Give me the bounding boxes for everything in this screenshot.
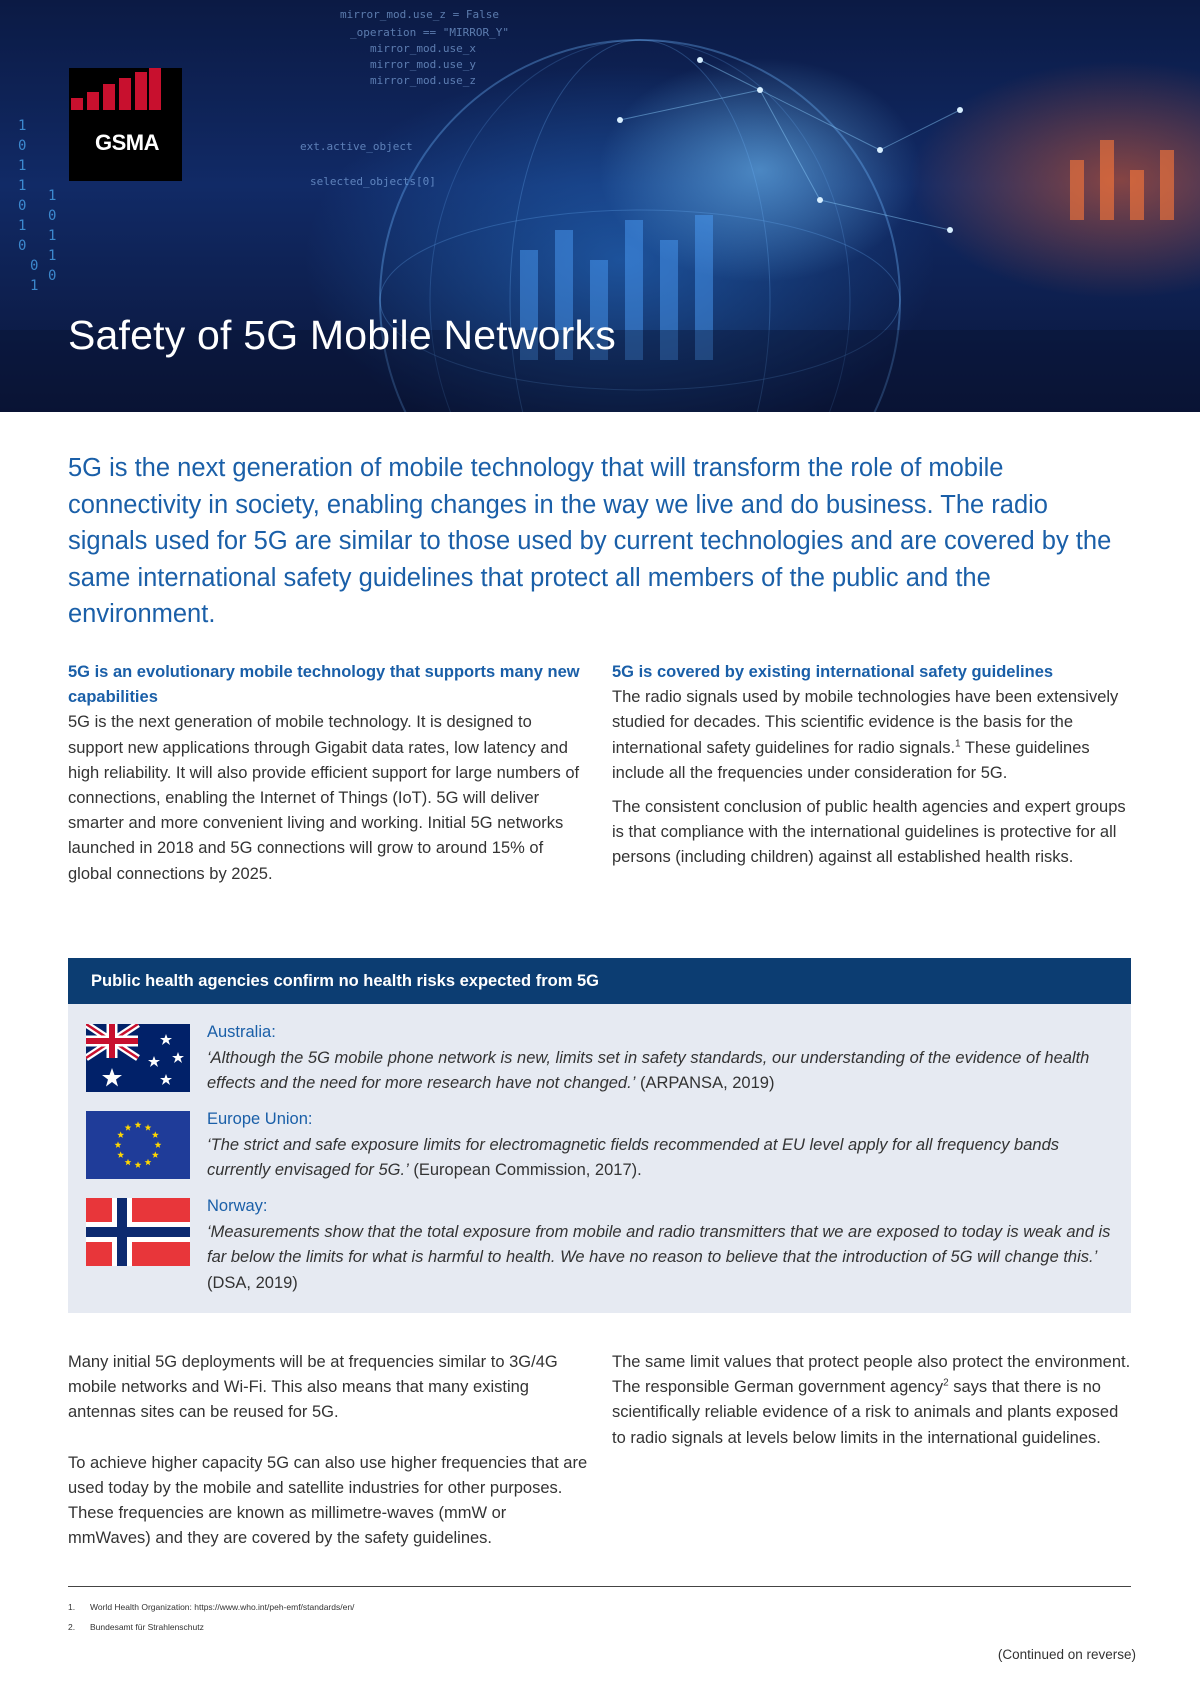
- left-section-heading: 5G is an evolutionary mobile technology that supports many new capabilities: [68, 663, 580, 707]
- svg-text:0: 0: [30, 258, 39, 274]
- svg-text:0: 0: [18, 138, 27, 154]
- right-section-para2: The consistent conclusion of public health agencies and expert groups is that compliance with the international guidelines is protective for all persons (including children) against all established health risks.: [612, 798, 1126, 867]
- svg-text:_operation == "MIRROR_Y": _operation == "MIRROR_Y": [350, 26, 509, 39]
- agency-text-norway: [207, 1194, 1122, 1296]
- svg-text:0: 0: [18, 198, 27, 214]
- eu-flag-icon: [86, 1111, 190, 1179]
- left-section: [68, 660, 588, 896]
- country-label-australia: Australia:: [207, 1023, 276, 1041]
- footnote-2: 2. Bundesamt für Strahlenschutz: [68, 1622, 204, 1632]
- agency-text-eu: [207, 1107, 1122, 1184]
- hero-banner: [0, 0, 1200, 412]
- svg-text:mirror_mod.use_x: mirror_mod.use_x: [370, 42, 476, 55]
- quote-eu: ‘The strict and safe exposure limits for electromagnetic fields recommended at EU level apply for all frequency bands currently envisaged for 5G.’: [207, 1135, 1059, 1179]
- country-label-norway: Norway:: [207, 1197, 268, 1215]
- bottom-left-section: [68, 1350, 588, 1560]
- source-norway: (DSA, 2019): [207, 1273, 298, 1292]
- svg-text:mirror_mod.use_z: mirror_mod.use_z: [370, 74, 476, 87]
- agencies-box: [68, 958, 1131, 1313]
- svg-text:1: 1: [18, 178, 27, 194]
- svg-text:0: 0: [48, 208, 57, 224]
- bottom-left-para1: Many initial 5G deployments will be at frequencies similar to 3G/4G mobile networks and Wi-Fi. This also means that many existing antennas sites can be reused for 5G.: [68, 1353, 558, 1422]
- agency-entry-norway: [86, 1194, 1116, 1294]
- source-australia: (ARPANSA, 2019): [635, 1074, 775, 1092]
- svg-text:1: 1: [18, 158, 27, 174]
- svg-text:0: 0: [48, 268, 57, 284]
- bottom-right-section: [612, 1350, 1132, 1460]
- svg-text:1: 1: [48, 228, 57, 244]
- right-section-para1: The radio signals used by mobile technologies have been extensively studied for decades. This scientific evidence is the basis for the international safety guidelines for radio signals.$^1$ These guidelines include all the frequencies under consideration for 5G.: [612, 688, 1119, 782]
- quote-australia: ‘Although the 5G mobile phone network is new, limits set in safety standards, our understanding of the evidence of health effects and the need for more research have not changed.’: [207, 1048, 1090, 1092]
- continued-note: (Continued on reverse): [997, 1647, 1136, 1662]
- svg-text:0: 0: [18, 238, 27, 254]
- svg-text:1: 1: [48, 188, 57, 204]
- quote-norway: ‘Measurements show that the total exposure from mobile and radio transmitters that we are exposed to today is weak and is far below the limits for what is harmful to health. We have no reason to believe that the introduction of 5G will change this.’: [207, 1222, 1111, 1266]
- footnote-ref-2[interactable]: 2: [943, 1377, 949, 1389]
- agency-entry-australia: [86, 1020, 1116, 1100]
- svg-text:mirror_mod.use_z = False: mirror_mod.use_z = False: [340, 8, 499, 21]
- left-section-body: 5G is the next generation of mobile technology. It is designed to support new applications through Gigabit data rates, low latency and high reliability. It will also provide efficient support for large numbers of connections, enabling the Internet of Things (IoT). 5G will deliver smarter and more convenient living and working. Initial 5G networks launched in 2018 and 5G connections will grow to around 15% of global connections by 2025.: [68, 713, 580, 883]
- bottom-right-para1: The same limit values that protect people also protect the environment. The responsible German government agency$^2$ says that there is no scientifically reliable evidence of a risk to animals and plants exposed to radio signals at levels below limits in the international guidelines.: [612, 1353, 1131, 1447]
- agency-entry-eu: [86, 1107, 1116, 1187]
- agency-text-australia: [207, 1020, 1122, 1097]
- svg-text:mirror_mod.use_y: mirror_mod.use_y: [370, 58, 476, 71]
- footnotes: [68, 1586, 1131, 1637]
- right-section-heading: 5G is covered by existing international safety guidelines: [612, 663, 1054, 681]
- svg-text:1: 1: [48, 248, 57, 264]
- source-eu: (European Commission, 2017).: [408, 1161, 642, 1179]
- norway-flag-icon: [86, 1198, 190, 1266]
- gsma-logo: [69, 68, 182, 181]
- svg-text:selected_objects[0]: selected_objects[0]: [310, 175, 436, 188]
- intro-paragraph: 5G is the next generation of mobile technology that will transform the role of mobile connectivity in society, enabling changes in the way we live and do business. The radio signals used for 5G are similar to those used by current technologies and are covered by the same international safety guidelines that protect all members of the public and the environment.: [68, 454, 1112, 628]
- bottom-left-para2: To achieve higher capacity 5G can also use higher frequencies that are used today by the mobile and satellite industries for other purposes. These frequencies are known as millimetre-waves (mmW or mmWaves) and they are covered by the safety guidelines.: [68, 1453, 588, 1548]
- svg-text:1: 1: [18, 118, 27, 134]
- footnote-1: 1. World Health Organization: https://www.who.int/peh-emf/standards/en/: [68, 1602, 355, 1612]
- footnote-ref-1[interactable]: 1: [955, 738, 961, 750]
- svg-text:1: 1: [30, 278, 39, 294]
- logo-text: GSMA: [95, 130, 159, 155]
- svg-text:1: 1: [18, 218, 27, 234]
- agencies-box-title: Public health agencies confirm no health risks expected from 5G: [68, 958, 1131, 1004]
- australia-flag-icon: [86, 1024, 190, 1092]
- right-section: [612, 660, 1132, 880]
- country-label-eu: Europe Union:: [207, 1110, 313, 1128]
- gsma-bars-icon: [69, 68, 161, 110]
- page-title: Safety of 5G Mobile Networks: [68, 312, 616, 358]
- footnote-1-link[interactable]: World Health Organization: https://www.who.int/peh-emf/standards/en/: [90, 1602, 355, 1612]
- svg-text:ext.active_object: ext.active_object: [300, 140, 413, 153]
